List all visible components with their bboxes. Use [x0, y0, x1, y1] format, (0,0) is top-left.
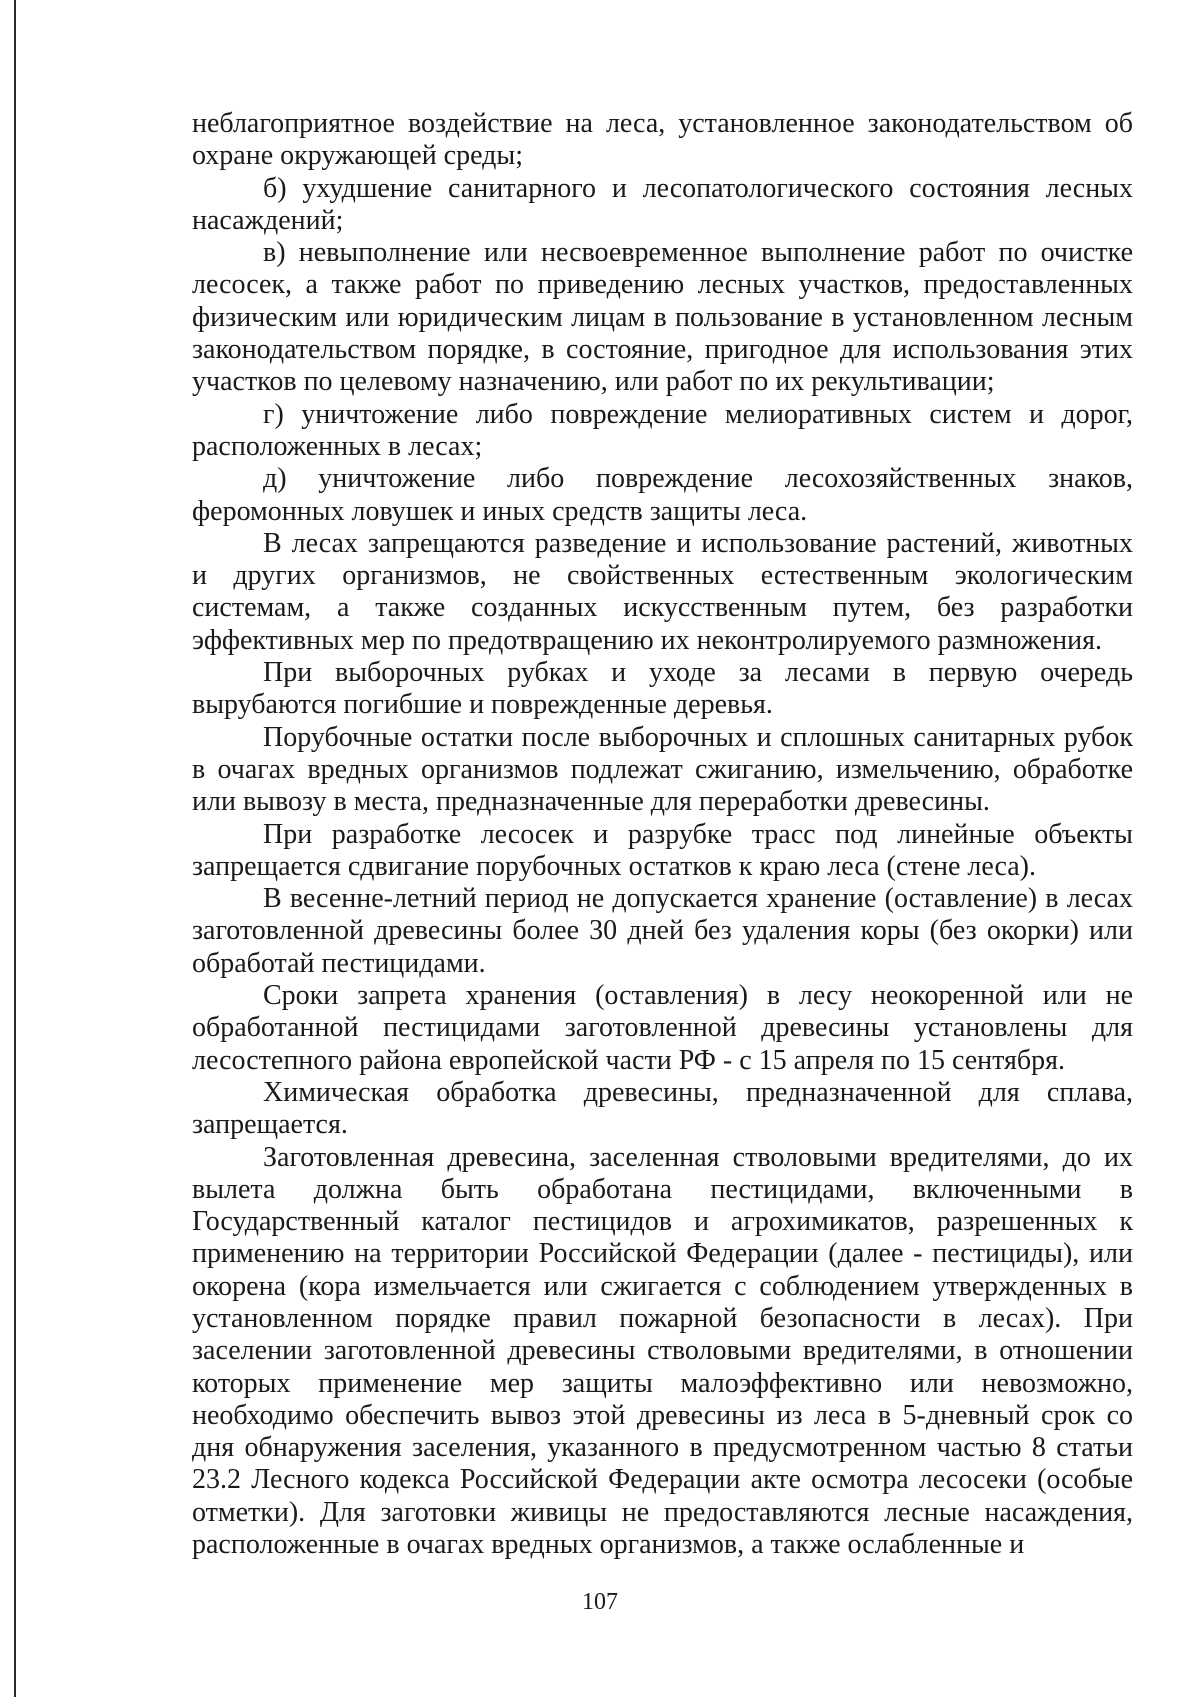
- paragraph-prohibition-organisms: В лесах запрещаются разведение и использование растений, животных и других организмов, не свойственных естественным экологическим системам, а также созданных искусственным путем, без разработки эффективных мер по предотвращению их неконтролируемого размножения.: [192, 527, 1133, 656]
- paragraph-item-d: д) уничтожение либо повреждение лесохозяйственных знаков, феромонных ловушек и иных средств защиты леса.: [192, 463, 1133, 527]
- paragraph-storage-terms: Сроки запрета хранения (оставления) в лесу неокоренной или не обработанной пестицидами заготовленной древесины установлены для лесостепного района европейской части РФ - с 15 апреля по 15 сентября.: [192, 980, 1133, 1076]
- paragraph-spring-summer-storage: В весенне-летний период не допускается хранение (оставление) в лесах заготовленной древесины более 30 дней без удаления коры (без окорки) или обработай пестицидами.: [192, 883, 1133, 979]
- scan-border-line: [14, 0, 16, 1697]
- paragraph-chemical-treatment: Химическая обработка древесины, предназначенной для сплава, запрещается.: [192, 1076, 1133, 1141]
- paragraph-selective-felling: При выборочных рубках и уходе за лесами в первую очередь вырубаются погибшие и поврежденные деревья.: [192, 657, 1133, 721]
- paragraph-cutting-areas: При разработке лесосек и разрубке трасс под линейные объекты запрещается сдвигание порубочных остатков к краю леса (стене леса).: [192, 818, 1133, 882]
- document-body: [192, 108, 1133, 1561]
- paragraph-item-v: в) невыполнение или несвоевременное выполнение работ по очистке лесосек, а также работ по приведению лесных участков, предоставленных физическим или юридическим лицам в пользование в установленном лесным законодательством порядке, в состояние, пригодное для использования этих участков по целевому назначению, или работ по их рекультивации;: [192, 237, 1133, 398]
- paragraph-felling-residues: Порубочные остатки после выборочных и сплошных санитарных рубок в очагах вредных организмов подлежат сжиганию, измельчению, обработке или вывозу в места, предназначенные для переработки древесины.: [192, 721, 1133, 818]
- page-number: 107: [582, 1589, 618, 1615]
- paragraph-infested-timber: Заготовленная древесина, заселенная стволовыми вредителями, до их вылета должна быть обработана пестицидами, включенными в Государственный каталог пестицидов и агрохимикатов, разрешенных к применению на территории Российской Федерации (далее - пестициды), или окорена (кора измельчается или сжигается с соблюдением утвержденных в установленном порядке правил пожарной безопасности в лесах). При заселении заготовленной древесины стволовыми вредителями, в отношении которых применение мер защиты малоэффективно или невозможно, необходимо обеспечить вывоз этой древесины из леса в 5-дневный срок со дня обнаружения заселения, указанного в предусмотренном частью 8 статьи 23.2 Лесного кодекса Российской Федерации акте осмотра лесосеки (особые отметки). Для заготовки живицы не предоставляются лесные насаждения, расположенные в очагах вредных организмов, а также ослабленные и: [192, 1141, 1133, 1561]
- paragraph-item-g: г) уничтожение либо повреждение мелиоративных систем и дорог, расположенных в лесах;: [192, 398, 1133, 462]
- paragraph-continuation: неблагоприятное воздействие на леса, установленное законодательством об охране окружающей среды;: [192, 108, 1133, 172]
- paragraph-item-b: б) ухудшение санитарного и лесопатологического состояния лесных насаждений;: [192, 172, 1133, 236]
